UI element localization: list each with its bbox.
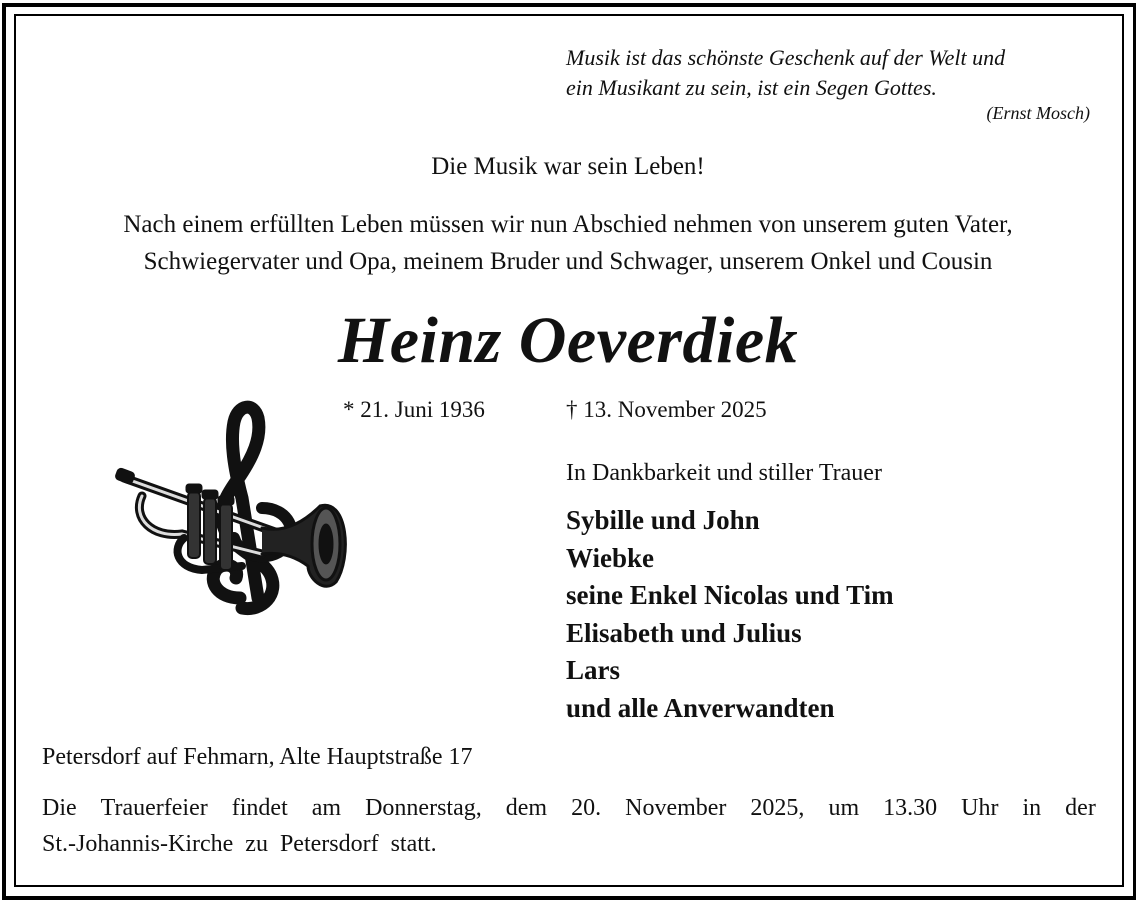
funeral-word: in [1022, 795, 1042, 821]
mourner-entry: und alle Anverwandten [566, 692, 835, 723]
funeral-word: November [625, 795, 727, 821]
funeral-line-1 [42, 790, 1096, 826]
funeral-word: 2025, [750, 795, 805, 821]
mourners-list [566, 502, 894, 728]
motto: Die Musik war sein Leben! [431, 153, 705, 180]
funeral-notice [42, 790, 1096, 862]
address: Petersdorf auf Fehmarn, Alte Hauptstraße 17 [42, 744, 473, 770]
funeral-word: Die [42, 795, 77, 821]
death-date: † 13. November 2025 [566, 397, 767, 422]
quote-author: (Ernst Mosch) [986, 103, 1090, 123]
intro-text [0, 206, 1136, 280]
intro-line: Nach einem erfüllten Leben müssen wir nun Abschied nehmen von unserem guten Vater, [123, 211, 1013, 238]
mourning-line: In Dankbarkeit und stiller Trauer [566, 460, 882, 486]
funeral-word: der [1065, 795, 1096, 821]
mourner-entry: Elisabeth und Julius [566, 617, 802, 648]
mourner-entry: Sybille und John [566, 505, 760, 535]
quote-line: Musik ist das schönste Geschenk auf der Welt und [566, 45, 1006, 70]
epigraph-quote [566, 43, 1096, 103]
funeral-word: Donnerstag, [365, 795, 482, 821]
trumpet-with-treble-clef-icon [112, 398, 352, 622]
funeral-word: dem [505, 795, 548, 821]
deceased-name: Heinz Oeverdiek [337, 304, 799, 377]
funeral-word: 20. [571, 795, 602, 821]
funeral-line-2: St.-Johannis-Kirche zu Petersdorf statt. [42, 831, 437, 857]
funeral-word: findet [231, 795, 288, 821]
funeral-word: Trauerfeier [100, 795, 208, 821]
funeral-word: um [828, 795, 860, 821]
funeral-word: 13.30 [883, 795, 938, 821]
funeral-word: Uhr [961, 795, 999, 821]
mourner-entry: Lars [566, 655, 620, 686]
intro-line: Schwiegervater und Opa, meinem Bruder und Schwager, unserem Onkel und Cousin [143, 248, 993, 275]
funeral-word: am [311, 795, 342, 821]
birth-date: * 21. Juni 1936 [343, 397, 485, 422]
mourner-entry: Wiebke [566, 542, 655, 573]
mourner-entry: seine Enkel Nicolas und Tim [566, 580, 894, 611]
quote-line: ein Musikant zu sein, ist ein Segen Gottes. [566, 75, 937, 100]
